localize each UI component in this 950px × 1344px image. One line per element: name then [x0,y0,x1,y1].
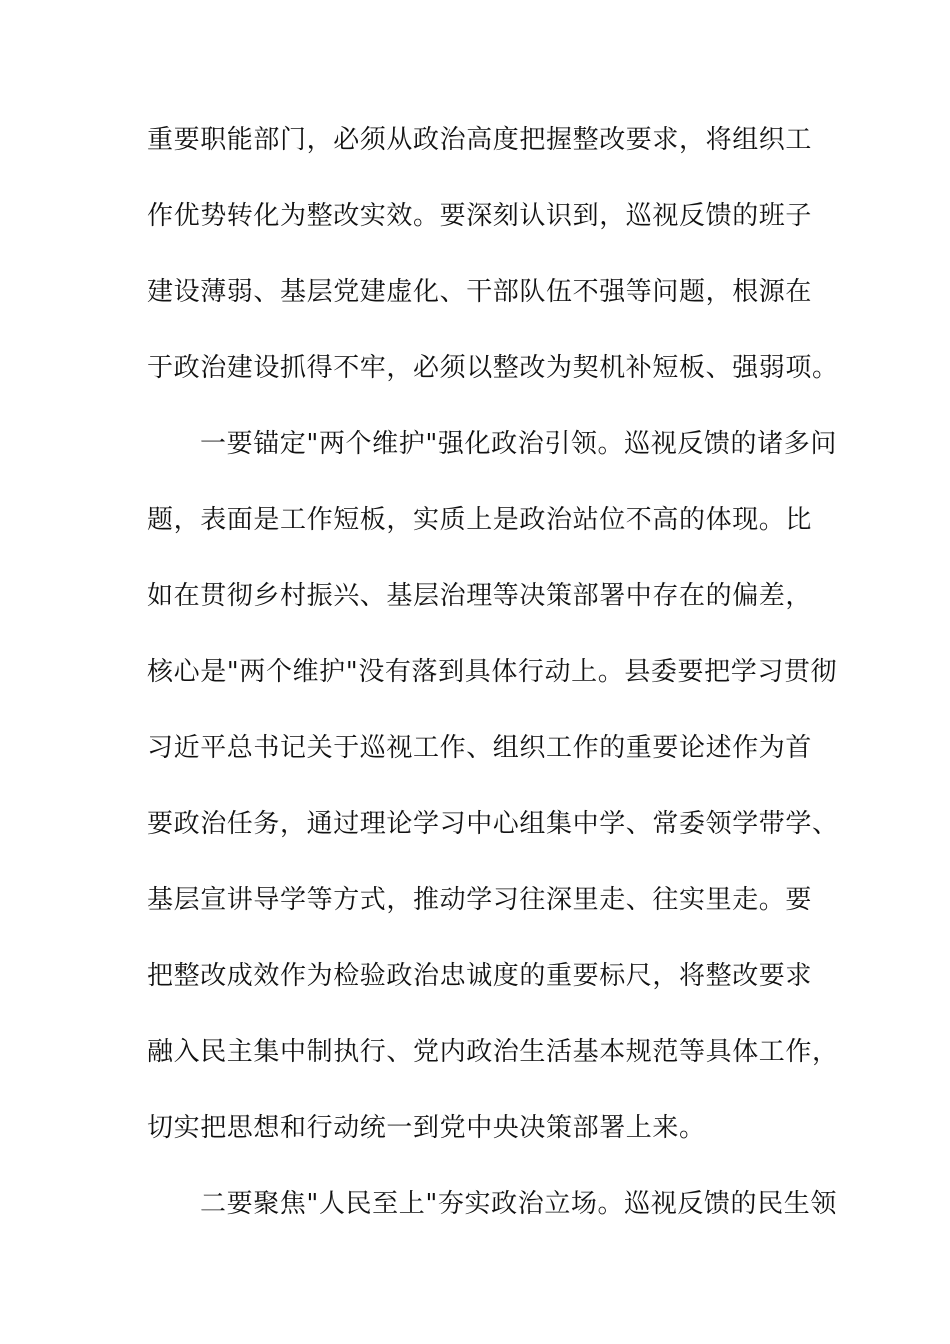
text-line: 核心是"两个维护"没有落到具体行动上。县委要把学习贯彻 [147,657,838,687]
text-line: 融入民主集中制执行、党内政治生活基本规范等具体工作， [147,1037,839,1067]
text-line: 作优势转化为整改实效。要深刻认识到，巡视反馈的班子 [147,201,813,231]
text-line: 建设薄弱、基层党建虚化、干部队伍不强等问题，根源在 [147,277,813,307]
text-line: 重要职能部门，必须从政治高度把握整改要求，将组织工 [147,125,813,155]
text-line: 如在贯彻乡村振兴、基层治理等决策部署中存在的偏差， [147,581,813,611]
text-line: 把整改成效作为检验政治忠诚度的重要标尺，将整改要求 [147,961,813,991]
paragraph-start-line: 二要聚焦"人民至上"夯实政治立场。巡视反馈的民生领 [200,1189,837,1219]
text-line: 切实把思想和行动统一到党中央决策部署上来。 [147,1113,706,1143]
paragraph-start-line: 一要锚定"两个维护"强化政治引领。巡视反馈的诸多问 [200,429,837,459]
text-line: 题，表面是工作短板，实质上是政治站位不高的体现。比 [147,505,813,535]
text-line: 习近平总书记关于巡视工作、组织工作的重要论述作为首 [147,733,813,763]
text-line: 于政治建设抓得不牢，必须以整改为契机补短板、强弱项。 [147,353,839,383]
text-line: 要政治任务，通过理论学习中心组集中学、常委领学带学、 [147,809,839,839]
text-line: 基层宣讲导学等方式，推动学习往深里走、往实里走。要 [147,885,813,915]
